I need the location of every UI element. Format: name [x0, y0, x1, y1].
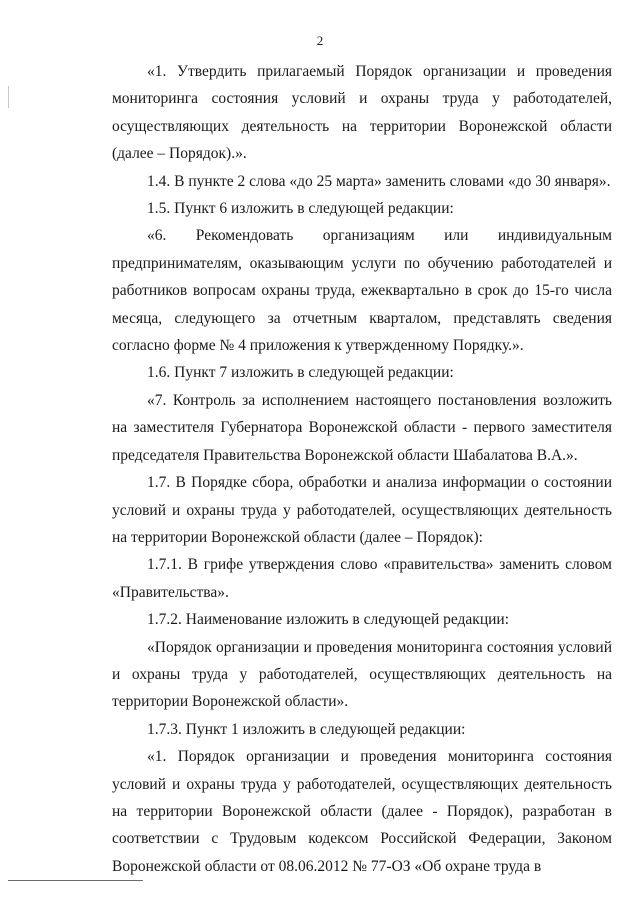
paragraph-item-6-text: «6. Рекомендовать организациям или индивидуальным предпринимателям, оказывающим услуги по обучению работодателей и работников вопросам охраны труда, ежеквартально в срок до 15-го числа месяца, следующего за отчетным кварталом, представлять сведения согласно форме № 4 приложения к утвержденному Порядку.».: [112, 227, 612, 355]
paragraph-1-5: 1.5. Пункт 6 изложить в следующей редакции:: [147, 200, 454, 218]
margin-mark: [8, 86, 9, 108]
paragraph-1-6: 1.6. Пункт 7 изложить в следующей редакции:: [147, 364, 454, 382]
paragraph-title-text: «Порядок организации и проведения мониторинга состояния условий и охраны труда у работодателей, осуществляющих деятельность на территории Воронежской области».: [112, 638, 612, 711]
paragraph-1-4: 1.4. В пункте 2 слова «до 25 марта» заменить словами «до 30 января».: [147, 172, 611, 190]
page-number: 2: [316, 33, 324, 48]
paragraph-1-7-3: 1.7.3. Пункт 1 изложить в следующей редакции:: [147, 720, 466, 738]
document-body: [112, 58, 612, 880]
bottom-rule: [8, 880, 143, 881]
paragraph-item-1-text: «1. Порядок организации и проведения мониторинга состояния условий и охраны труда у работодателей, осуществляющих деятельность на территории Воронежской области (далее - Порядок), разработан в соответствии с Трудовым кодексом Российской Федерации, Законом Воронежской области от 08.06.2012 № 77-ОЗ «Об охране труда в: [112, 748, 612, 875]
paragraph-item-7-text: «7. Контроль за исполнением настоящего постановления возложить на заместителя Губернатора Воронежской области - первого заместителя председателя Правительства Воронежской области Шабалатова В.А.».: [112, 391, 612, 464]
paragraph-1-7-1: 1.7.1. В грифе утверждения слово «правительства» заменить словом «Правительства».: [112, 556, 612, 601]
paragraph-approve-order: «1. Утвердить прилагаемый Порядок организации и проведения мониторинга состояния условий и охраны труда у работодателей, осуществляющих деятельность на территории Воронежской области (далее – Порядок).».: [112, 63, 612, 163]
paragraph-1-7-2: 1.7.2. Наименование изложить в следующей редакции:: [147, 611, 510, 629]
paragraph-1-7: 1.7. В Порядке сбора, обработки и анализа информации о состоянии условий и охраны труда у работодателей, осуществляющих деятельность на территории Воронежской области (далее – Порядок):: [112, 474, 612, 546]
